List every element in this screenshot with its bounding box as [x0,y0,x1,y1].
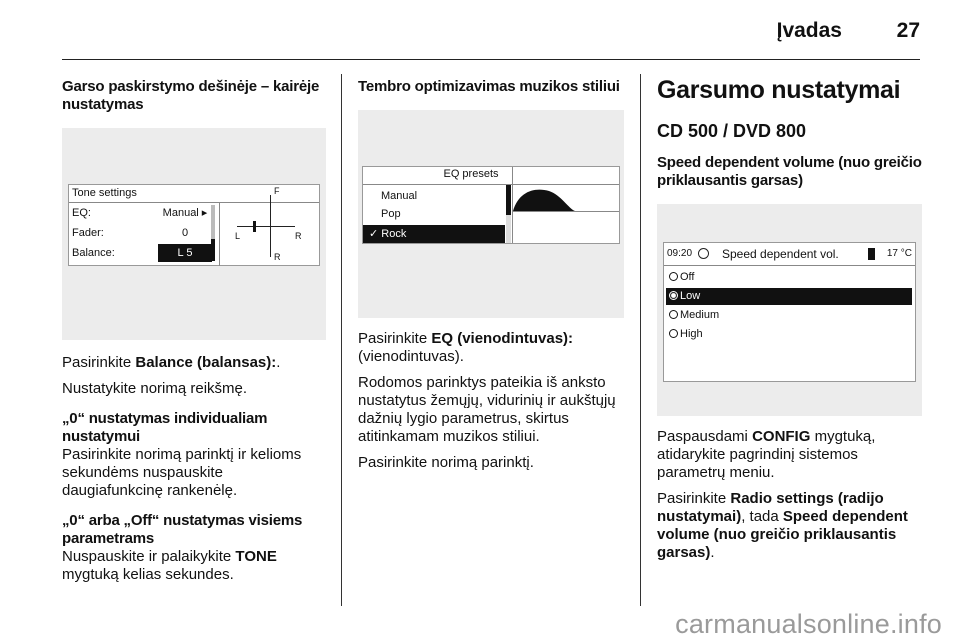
scrollbar-thumb [211,239,215,261]
tone-row-eq [72,204,212,222]
temperature: 17 °C [886,248,912,259]
page-number: 27 [896,19,920,42]
option-label: Medium [680,309,720,321]
status-bar [664,243,915,265]
bold-text: Speed dependent volume (nuo greičio priklausantis garsas) [657,508,908,561]
option-label: Off [680,271,695,283]
option-label: Low [680,290,701,302]
back-icon [698,248,709,259]
watermark: carmanualsonline.info [675,609,942,639]
bold-text: Balance (balansas): [135,354,277,371]
scrollbar [211,205,215,261]
bold-text: Radio settings (radijo nustatymai) [657,490,884,525]
speed-volume-panel [663,242,916,382]
radio-icon [669,310,678,319]
tone-settings-panel [68,184,320,266]
section-heading: Speed dependent volume (nuo greičio priklausantis garsas) [657,154,922,189]
column-divider [640,74,641,606]
divider [69,202,319,203]
radio-selected-icon [669,291,678,300]
eq-item-rock: ✓ Rock [363,225,505,243]
label-left: L [235,231,241,241]
radio-icon [669,272,678,281]
panel-title: EQ presets [443,168,499,180]
thermometer-icon [868,248,875,260]
divider [219,202,220,266]
paragraph [62,548,326,584]
column-eq [358,78,624,472]
tone-row-balance [72,244,212,262]
eq-presets-panel [362,166,620,244]
row-label: EQ: [72,207,91,219]
paragraph [62,354,326,372]
bold-text: TONE [235,548,277,565]
page-title: Įvadas [776,19,842,42]
bold-text: CONFIG [752,428,811,445]
section-heading: Tembro optimizavimas muzikos stiliui [358,78,620,95]
text: (vienodintuvas). [358,348,464,365]
column-divider [341,74,342,606]
paragraph [657,490,922,562]
label-front: F [274,186,280,196]
option-high [666,326,912,343]
panel-title: Speed dependent vol. [722,247,839,261]
row-label: Balance: [72,247,115,259]
text: mygtuką, atidarykite pagrindinį sistemos parametrų meniu. [657,428,876,481]
paragraph: Rodomos parinktys pateikia iš anksto nustatytus žemųjų, vidurinių ir aukštųjų dažnių lygio parametrus, skirtus atitinkamam muzikos stiliui. [358,374,616,445]
text: Nuspauskite ir palaikykite [62,548,236,565]
column-volume [657,76,922,562]
text: Paspausdami [657,428,753,445]
page-header [62,18,920,60]
column-balance [62,78,326,584]
scrollbar [506,185,511,243]
eq-item-manual: Manual [381,190,418,202]
text: mygtuką kelias sekundes. [62,566,234,583]
label-right: R [295,231,302,241]
text: . [276,354,281,371]
option-off [666,269,912,286]
tone-settings-screenshot [62,128,326,340]
text: Pasirinkite [358,330,432,347]
text: . [710,544,715,561]
paragraph: Pasirinkite norimą parinktį. [358,454,534,471]
text: Pasirinkite [657,490,731,507]
chapter-title: Garsumo nustatymai [657,76,901,104]
scrollbar-thumb [506,185,511,215]
chapter-subtitle: CD 500 / DVD 800 [657,121,807,141]
panel-title: Tone settings [72,187,137,199]
row-value: Manual ▸ [162,207,208,219]
section-heading: Garso paskirstymo dešinėje – kairėje nustatymas [62,78,320,113]
section-heading: „0“ arba „Off“ nustatymas visiems parametrams [62,512,303,547]
paragraph: Pasirinkite norimą parinktį ir kelioms sekundėms nuspauskite daugiafunkcinę rankenėlę. [62,446,302,499]
balance-axis-horizontal [237,226,295,227]
option-low [666,288,912,305]
text: Pasirinkite [62,354,136,371]
row-label: Fader: [72,227,104,239]
paragraph [657,428,922,482]
radio-icon [669,329,678,338]
row-value: 0 [181,227,189,239]
clock: 09:20 [667,248,693,259]
option-medium [666,307,912,324]
paragraph [358,330,624,366]
row-value: L 5 [158,244,212,262]
bold-text: EQ (vienodintuvas): [431,330,574,347]
eq-presets-screenshot [358,110,624,318]
paragraph: Nustatykite norimą reikšmę. [62,380,248,397]
balance-marker [253,221,256,232]
text: , tada [741,508,783,525]
section-heading: „0“ nustatymas individualiam nustatymui [62,410,268,445]
eq-curve-graphic [513,185,619,213]
tone-row-fader [72,224,212,242]
label-rear: R [274,252,281,262]
option-label: High [680,328,703,340]
speed-volume-screenshot [657,204,922,416]
eq-item-pop: Pop [381,208,401,220]
divider [664,265,915,266]
